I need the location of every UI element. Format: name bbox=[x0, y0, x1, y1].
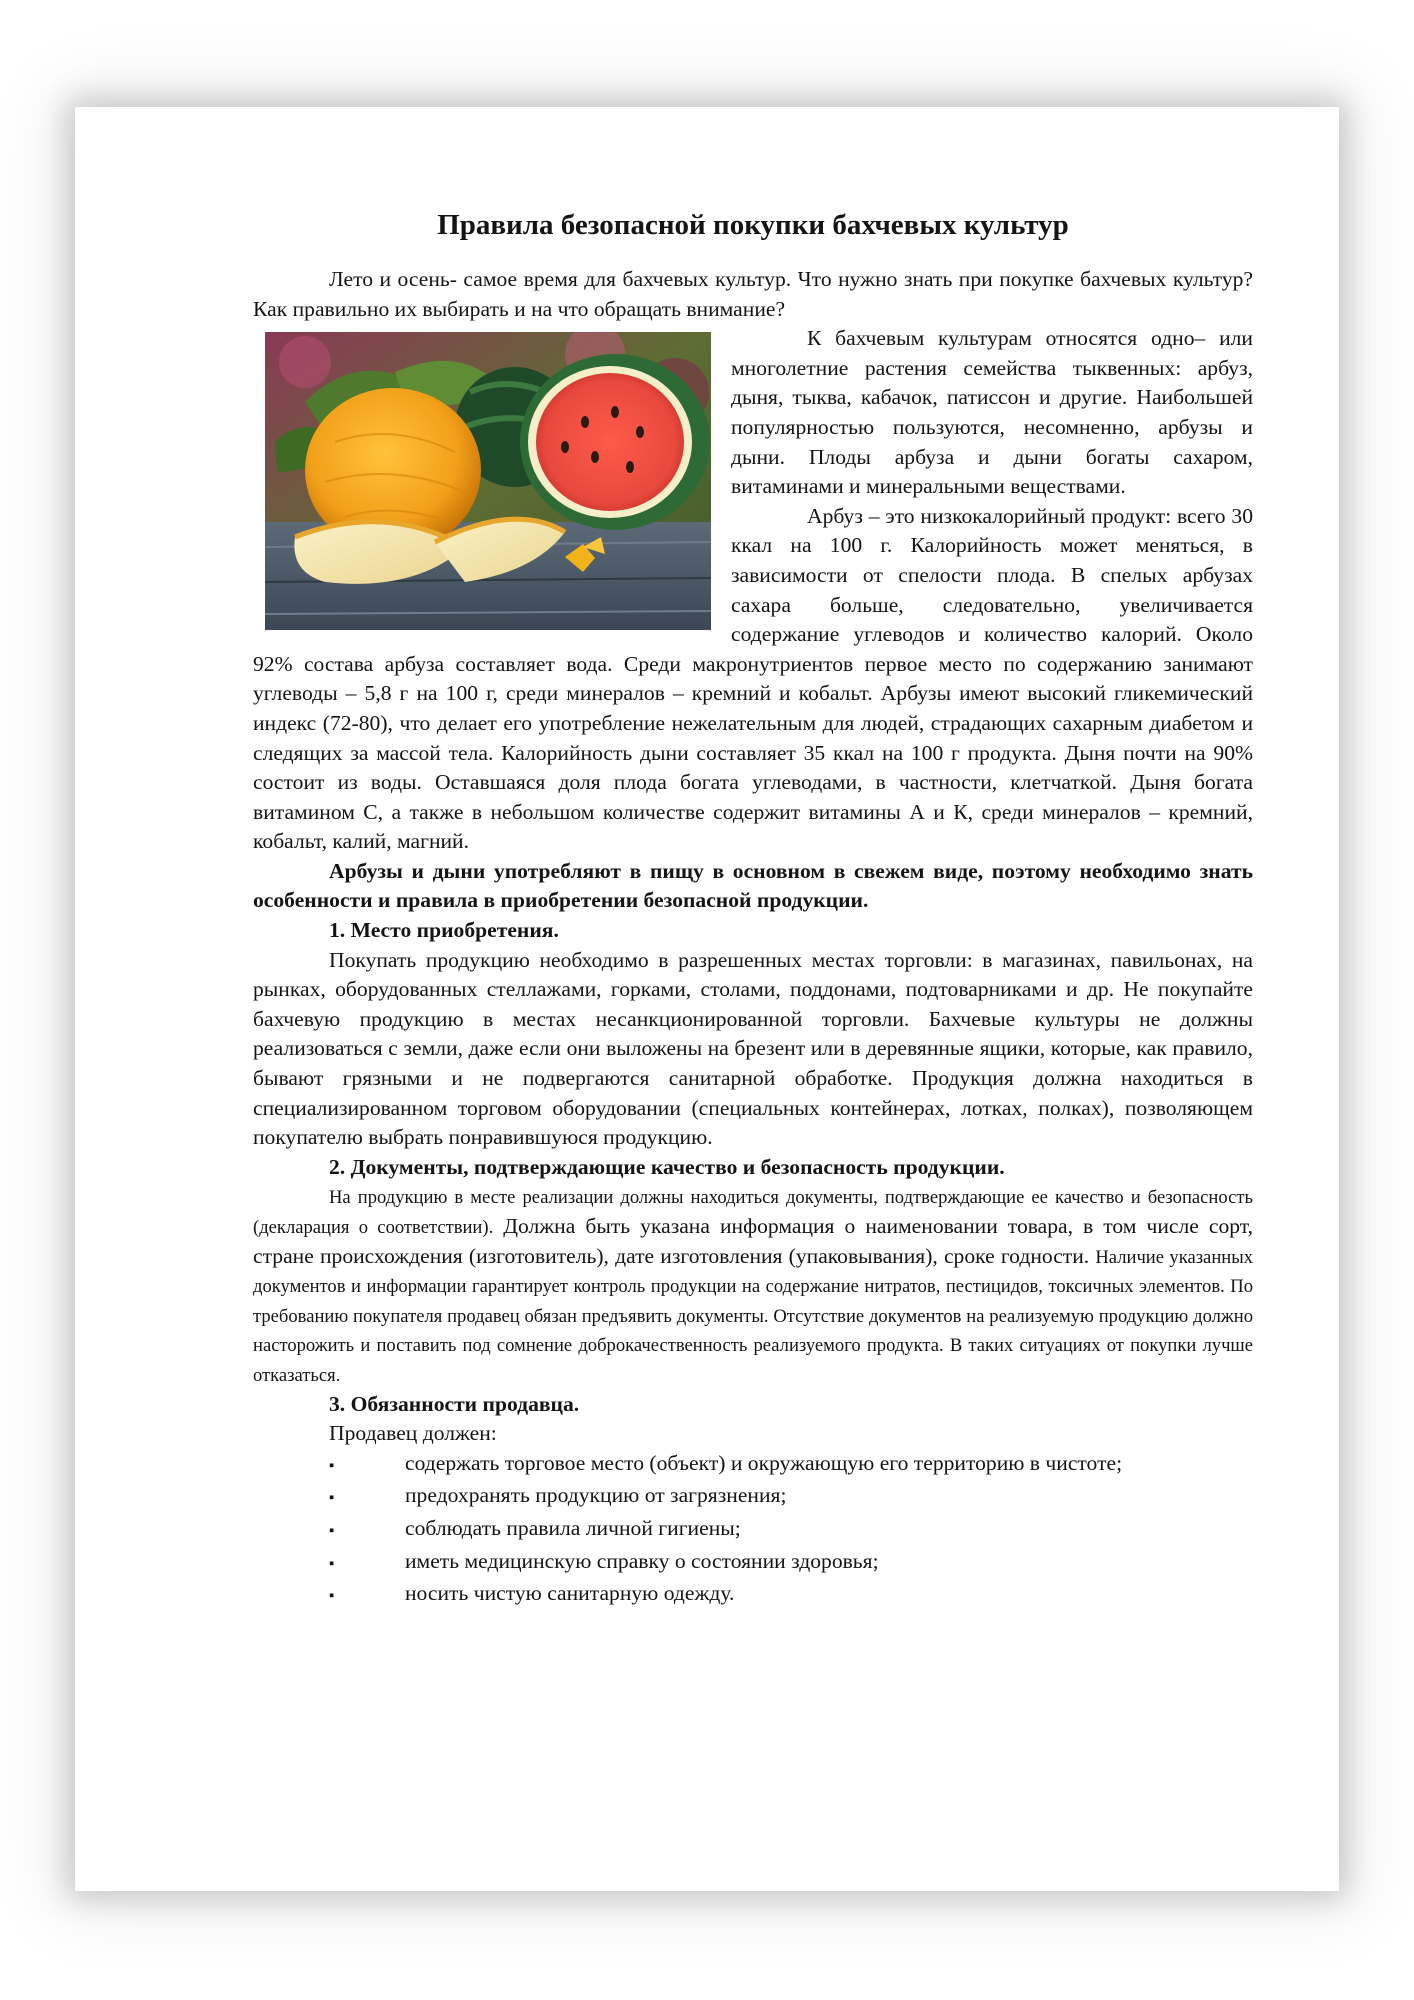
duty-text: содержать торговое место (объект) и окружающую его территорию в чистоте; bbox=[405, 1450, 1123, 1475]
list-item bbox=[253, 1449, 1253, 1482]
melon-watermelon-photo bbox=[265, 332, 711, 630]
section-2-text-a: На продукцию в месте реализации должны находиться документы, подтверждающие ее качество и безопасность (декларация о соответствии). bbox=[253, 1187, 1253, 1238]
list-item bbox=[253, 1481, 1253, 1514]
section-3-lead: Продавец должен: bbox=[329, 1421, 497, 1446]
duty-text: предохранять продукцию от загрязнения; bbox=[405, 1483, 787, 1508]
duty-text: носить чистую санитарную одежду. bbox=[405, 1581, 735, 1606]
section-2-text-b: Должна быть указана информация о наименовании товара, в том числе сорт, стране происхождения (изготовитель), дате изготовления (упаковывания), сроке годности. bbox=[253, 1214, 1253, 1268]
document-title: Правила безопасной покупки бахчевых культур bbox=[437, 209, 1069, 241]
paragraph-melon-family: К бахчевым культурам относятся одно– или многолетние растения семейства тыквенных: арбуз, дыня, тыква, кабачок, патиссон и другие. Наибольшей популярностью пользуются, несомненно, арбузы и дыни. Плоды арбуза и дыни богаты сахаром, витаминами и минеральными веществами. bbox=[731, 326, 1253, 499]
seller-duties-list bbox=[253, 1449, 1253, 1612]
section-1-heading: 1. Место приобретения. bbox=[329, 918, 559, 943]
section-2-text bbox=[253, 1182, 1253, 1389]
document-content bbox=[253, 207, 1253, 1612]
bullet-icon: ▪ bbox=[329, 1555, 335, 1572]
bullet-icon: ▪ bbox=[329, 1457, 335, 1474]
list-item bbox=[253, 1514, 1253, 1547]
document-page bbox=[75, 107, 1339, 1891]
bullet-icon: ▪ bbox=[329, 1588, 335, 1605]
list-item bbox=[253, 1579, 1253, 1612]
section-2-heading: 2. Документы, подтверждающие качество и безопасность продукции. bbox=[329, 1154, 1005, 1179]
section-2-text-c: Наличие указанных документов и информации гарантирует контроль продукции на содержание нитратов, пестицидов, токсичных элементов. По требованию покупателя продавец обязан предъявить документы. Отсутствие документов на реализуемую продукцию должно насторожить и поставить под сомнение доброкачественность реализуемого продукта. В таких ситуациях от покупки лучше отказаться. bbox=[253, 1246, 1254, 1386]
paragraph-nutrition: Арбуз – это низкокалорийный продукт: всего 30 ккал на 100 г. Калорийность может меняться, в зависимости от спелости плода. В спелых арбузах сахара больше, следовательно, увеличивается содержание углеводов и количество калорий. Около 92% состава арбуза составляет вода. Среди макронутриентов первое место по содержанию занимают углеводы – 5,8 г на 100 г, среди минералов – кремний и кобальт. Арбузы имеют высокий гликемический индекс (72-80), что делает его употребление нежелательным для людей, страдающих сахарным диабетом и следящих за массой тела. Калорийность дыни составляет 35 ккал на 100 г продукта. Дыня почти на 90% состоит из воды. Оставшаяся доля плода богата углеводами, в частности, клетчаткой. Дыня богата витамином С, а также в небольшом количестве содержит витамины А и К, среди минералов – кремний, кобальт, калий, магний. bbox=[253, 503, 1253, 854]
list-item bbox=[253, 1547, 1253, 1580]
duty-text: иметь медицинскую справку о состоянии здоровья; bbox=[405, 1548, 879, 1573]
section-1-text: Покупать продукцию необходимо в разрешенных местах торговли: в магазинах, павильонах, на рынках, оборудованных стеллажами, горками, столами, поддонами, подтоварниками и др. Не покупайте бахчевую продукцию в местах несанкционированной торговли. Бахчевые культуры не должны реализоваться с земли, даже если они выложены на брезент или в деревянные ящики, которые, как правило, бывают грязными и не подвергаются санитарной обработке. Продукция должна находиться в специализированном торговом оборудовании (специальных контейнерах, лотках, полках), позволяющем покупателю выбрать понравившуюся продукцию. bbox=[253, 947, 1253, 1150]
bullet-icon: ▪ bbox=[329, 1522, 335, 1539]
bullet-icon: ▪ bbox=[329, 1490, 335, 1507]
emphasis-paragraph: Арбузы и дыни употребляют в пищу в основном в свежем виде, поэтому необходимо знать особенности и правила в приобретении безопасной продукции. bbox=[253, 858, 1253, 913]
section-3-heading: 3. Обязанности продавца. bbox=[329, 1391, 580, 1416]
intro-paragraph: Лето и осень- самое время для бахчевых культур. Что нужно знать при покупке бахчевых культур? Как правильно их выбирать и на что обращать внимание? bbox=[253, 267, 1253, 321]
duty-text: соблюдать правила личной гигиены; bbox=[405, 1515, 741, 1540]
